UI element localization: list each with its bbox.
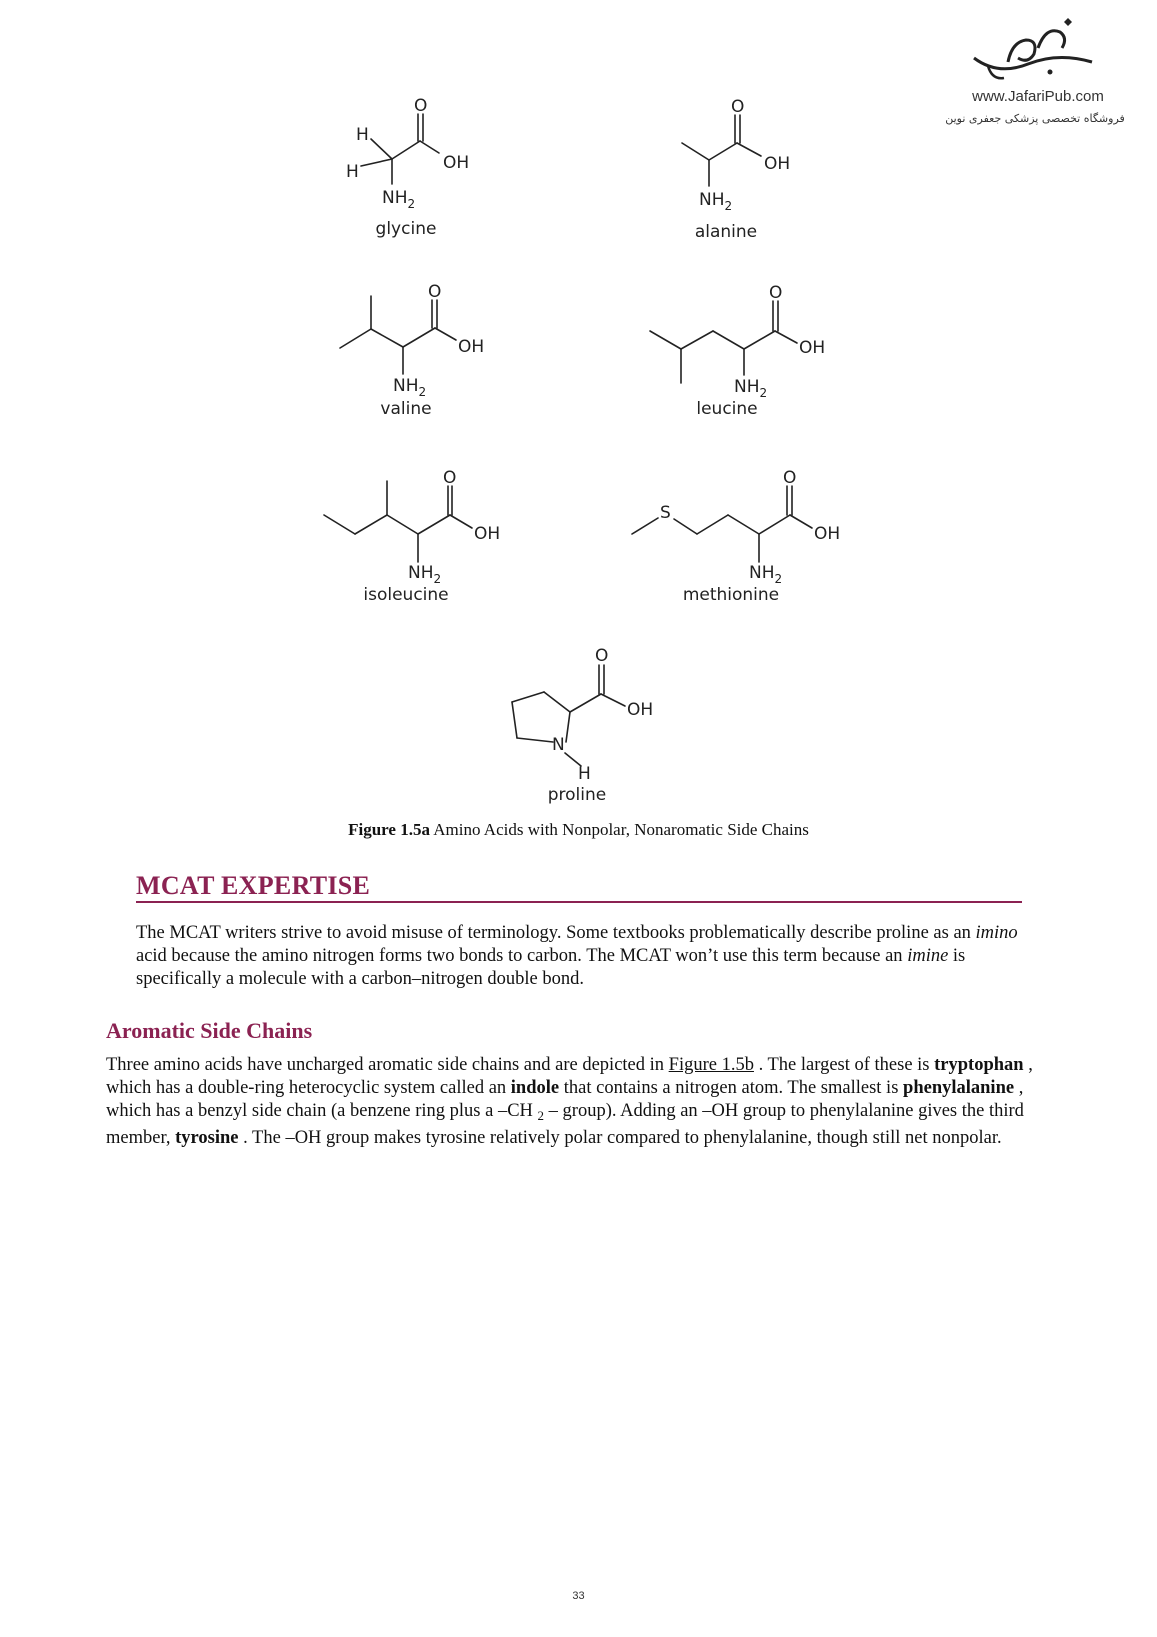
alanine-oxygen-label: O [731, 97, 745, 117]
section-heading: Aromatic Side Chains [106, 1018, 313, 1043]
methionine-hydroxyl-label: OH [814, 524, 841, 544]
glycine-amine-label: $NH_2$ [382, 188, 416, 211]
figure-1-5b-link[interactable]: Figure 1.5b [668, 1055, 754, 1075]
valine-amine-label: $NH_2$ [393, 376, 427, 399]
valine-hydroxyl-label: OH [458, 337, 485, 357]
glycine-hydrogen-1-label: H [356, 125, 369, 145]
methionine-amine-label: $NH_2$ [749, 563, 783, 586]
expertise-term-imine: imine [907, 946, 949, 966]
valine-name: valine [380, 399, 432, 419]
expertise-paragraph [136, 922, 1036, 991]
section-text-1: Three amino acids have uncharged aromatic side chains and are depicted in [106, 1055, 669, 1075]
term-tyrosine: tyrosine [175, 1128, 239, 1148]
methionine-name: methionine [682, 585, 780, 605]
methionine-oxygen-label: O [783, 468, 797, 488]
section-text-5: , which has a benzyl side chain (a benzene ring plus a –CH [106, 1078, 1024, 1121]
alanine-name: alanine [694, 222, 758, 242]
ch2-subscript: 2 [537, 1108, 545, 1123]
proline-nitrogen-label: N [552, 735, 565, 755]
proline-oxygen-label: O [595, 646, 609, 666]
section-paragraph [106, 1054, 1056, 1150]
section-text-3: , which has a double-ring heterocyclic system called an [106, 1055, 1033, 1098]
isoleucine-amine-label: $NH_2$ [408, 563, 442, 586]
publisher-tagline: فروشگاه تخصصی پزشکی جعفری نوین [945, 112, 1125, 125]
section-text-7: . The –OH group makes tyrosine relatively polar compared to phenylalanine, though still net nonpolar. [238, 1128, 1002, 1148]
methionine-sulfur-label: S [660, 503, 671, 523]
proline-hydroxyl-label: OH [627, 700, 654, 720]
figure-caption-text: Amino Acids with Nonpolar, Nonaromatic Side Chains [433, 820, 809, 839]
alanine-amine-label: $NH_2$ [699, 190, 733, 213]
leucine-amine-label: $NH_2$ [734, 377, 768, 400]
isoleucine-name: isoleucine [363, 585, 449, 605]
figure-label: Figure 1.5a [348, 820, 430, 839]
expertise-text-1: The MCAT writers strive to avoid misuse of terminology. Some textbooks problematically describe proline as an [136, 923, 976, 943]
expertise-text-2: acid because the amino nitrogen forms two bonds to carbon. The MCAT won’t use this term because an [136, 946, 908, 966]
page-number: 33 [572, 1590, 585, 1602]
publisher-url: www.JafariPub.com [972, 88, 1104, 105]
section-text-6: – group). Adding an –OH group to phenylalanine gives the third member, [106, 1101, 1024, 1148]
expertise-heading: MCAT EXPERTISE [136, 871, 371, 900]
glycine-oxygen-label: O [414, 96, 428, 116]
alanine-hydroxyl-label: OH [764, 154, 791, 174]
proline-hydrogen-label: H [578, 764, 591, 784]
figure-caption [0, 820, 1157, 840]
expertise-term-imino: imino [975, 923, 1018, 943]
isoleucine-hydroxyl-label: OH [474, 524, 501, 544]
leucine-hydroxyl-label: OH [799, 338, 826, 358]
expertise-divider [136, 901, 1022, 903]
leucine-name: leucine [696, 399, 758, 419]
isoleucine-oxygen-label: O [443, 468, 457, 488]
term-indole: indole [510, 1078, 560, 1098]
glycine-name: glycine [375, 219, 437, 239]
section-text-2: . The largest of these is [753, 1055, 935, 1075]
section-text-4: that contains a nitrogen atom. The smallest is [559, 1078, 904, 1098]
glycine-hydrogen-2-label: H [346, 162, 359, 182]
term-tryptophan: tryptophan [934, 1055, 1024, 1075]
valine-oxygen-label: O [428, 282, 442, 302]
expertise-text-3: is specifically a molecule with a carbon–nitrogen double bond. [136, 946, 966, 989]
glycine-hydroxyl-label: OH [443, 153, 470, 173]
term-phenylalanine: phenylalanine [903, 1078, 1015, 1098]
leucine-oxygen-label: O [769, 283, 783, 303]
proline-name: proline [547, 785, 607, 805]
